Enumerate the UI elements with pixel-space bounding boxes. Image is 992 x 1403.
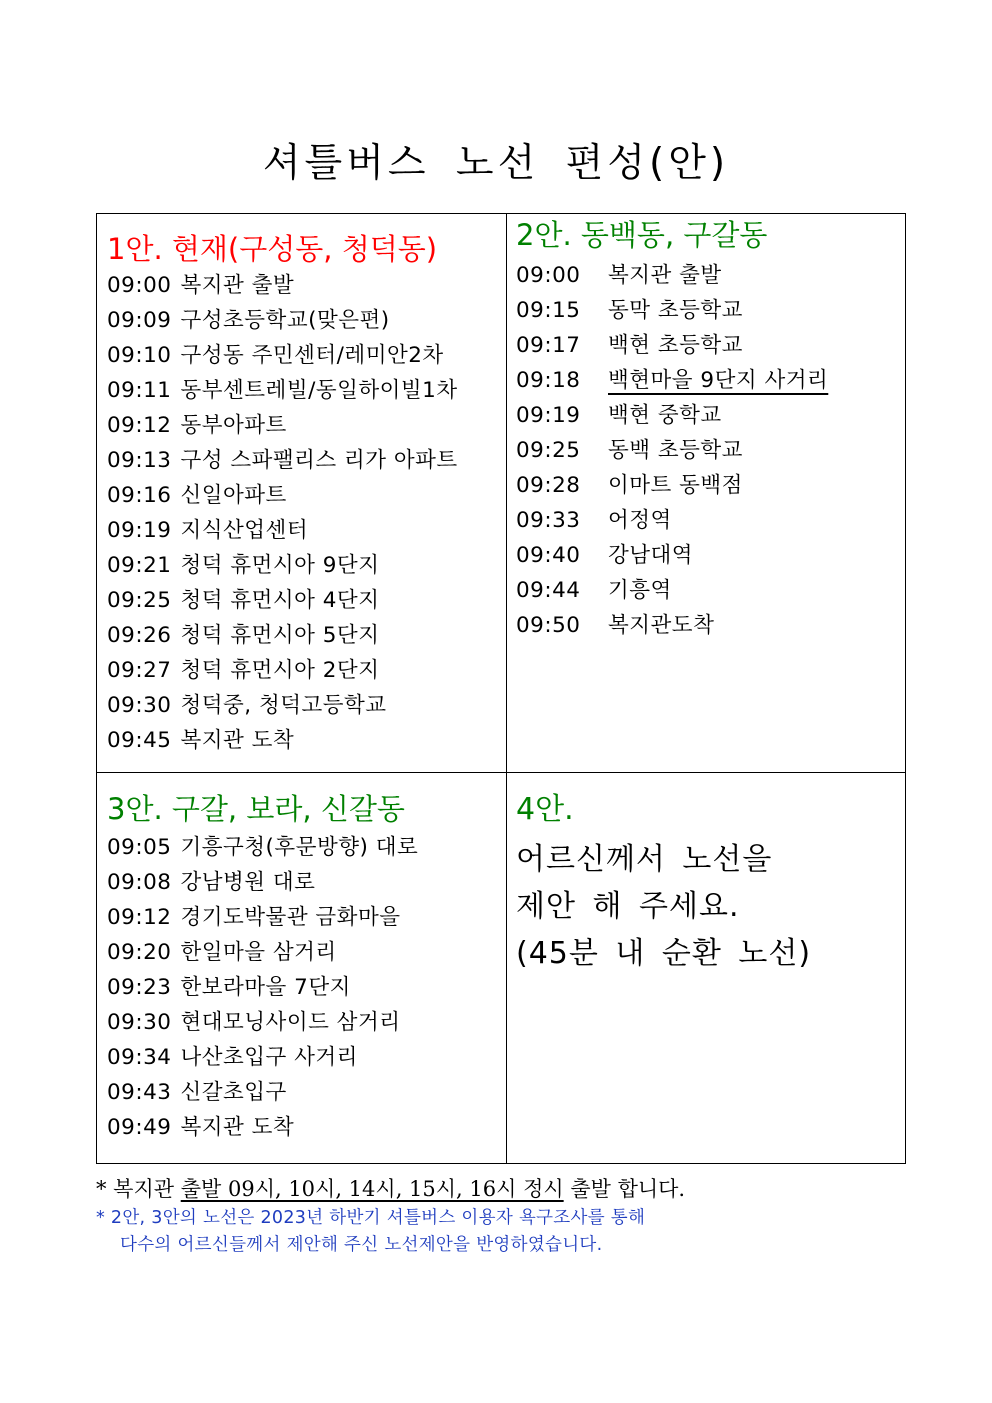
stop-time: 09:28 xyxy=(516,473,581,498)
stop-time: 09:45 xyxy=(107,728,172,753)
stop-item xyxy=(107,865,505,900)
stop-time: 09:00 xyxy=(516,263,581,288)
plan-1-stop-list xyxy=(107,268,505,758)
stop-time: 09:17 xyxy=(516,333,581,358)
route-table xyxy=(96,213,906,1164)
stop-name: 청덕 휴먼시아 9단지 xyxy=(180,553,380,578)
stop-name: 백현마을 9단지 사거리 xyxy=(608,368,829,393)
stop-item xyxy=(107,373,505,408)
plan-3-cell xyxy=(107,790,505,1145)
stop-name: 어정역 xyxy=(608,508,672,533)
stop-time: 09:16 xyxy=(107,483,172,508)
table-divider-vertical xyxy=(506,214,507,1163)
plan-1-title: 1안. 현재(구성동, 청덕동) xyxy=(107,232,438,266)
stop-name: 구성초등학교(맞은편) xyxy=(180,308,390,333)
stop-item xyxy=(107,1005,505,1040)
stop-time: 09:12 xyxy=(107,413,172,438)
stop-time: 09:00 xyxy=(107,273,172,298)
plan-4-cell xyxy=(516,790,904,977)
stop-item xyxy=(107,830,505,865)
stop-name: 청덕 휴먼시아 2단지 xyxy=(180,658,380,683)
plan-2-stop-list xyxy=(516,258,904,643)
plan-1-cell xyxy=(107,230,505,758)
stop-item xyxy=(107,723,505,758)
stop-item xyxy=(107,548,505,583)
stop-name: 복지관 출발 xyxy=(180,273,295,298)
stop-name: 복지관 도착 xyxy=(180,1115,295,1140)
departure-note-prefix: * 복지관 xyxy=(96,1177,181,1201)
stop-name: 신일아파트 xyxy=(180,483,287,508)
stop-time: 09:15 xyxy=(516,298,581,323)
stop-time: 09:40 xyxy=(516,543,581,568)
plan-4-line: (45분 내 순환 노선) xyxy=(516,936,812,971)
stop-item xyxy=(107,1110,505,1145)
stop-item xyxy=(516,293,904,328)
stop-time: 09:34 xyxy=(107,1045,172,1070)
departure-note xyxy=(96,1174,956,1205)
stop-item xyxy=(516,398,904,433)
stop-time: 09:30 xyxy=(107,1010,172,1035)
survey-note-line-1: * 2안, 3안의 노선은 2023년 하반기 셔틀버스 이용자 욕구조사를 통해 xyxy=(96,1208,646,1228)
stop-name: 청덕 휴먼시아 4단지 xyxy=(180,588,380,613)
stop-time: 09:23 xyxy=(107,975,172,1000)
page-title: 셔틀버스 노선 편성(안) xyxy=(262,141,730,186)
stop-time: 09:49 xyxy=(107,1115,172,1140)
departure-times: 출발 09시, 10시, 14시, 15시, 16시 정시 xyxy=(180,1177,564,1201)
stop-item xyxy=(107,688,505,723)
stop-item xyxy=(107,900,505,935)
footnotes xyxy=(96,1174,956,1259)
plan-2-cell xyxy=(516,216,904,643)
stop-item xyxy=(107,303,505,338)
stop-name: 신갈초입구 xyxy=(180,1080,287,1105)
stop-time: 09:21 xyxy=(107,553,172,578)
stop-name: 이마트 동백점 xyxy=(608,473,743,498)
stop-item xyxy=(107,935,505,970)
stop-item xyxy=(107,583,505,618)
stop-time: 09:26 xyxy=(107,623,172,648)
plan-3-title: 3안. 구갈, 보라, 신갈동 xyxy=(107,792,405,826)
stop-name: 복지관 출발 xyxy=(608,263,722,288)
stop-name: 백현 초등학교 xyxy=(608,333,743,358)
stop-time: 09:20 xyxy=(107,940,172,965)
stop-item xyxy=(516,608,904,643)
stop-item xyxy=(107,1040,505,1075)
stop-time: 09:10 xyxy=(107,343,172,368)
plan-4-title: 4안. xyxy=(516,792,574,827)
stop-name: 나산초입구 사거리 xyxy=(180,1045,358,1070)
stop-time: 09:18 xyxy=(516,368,581,393)
stop-item xyxy=(516,328,904,363)
plan-4-line: 어르신께서 노선을 xyxy=(516,842,773,877)
stop-time: 09:50 xyxy=(516,613,581,638)
stop-name: 지식산업센터 xyxy=(180,518,309,543)
stop-name: 백현 중학교 xyxy=(608,403,722,428)
stop-item xyxy=(107,513,505,548)
stop-time: 09:13 xyxy=(107,448,172,473)
stop-time: 09:11 xyxy=(107,378,172,403)
stop-time: 09:09 xyxy=(107,308,172,333)
stop-item xyxy=(107,970,505,1005)
stop-item xyxy=(516,258,904,293)
stop-time: 09:30 xyxy=(107,693,172,718)
stop-name: 현대모닝사이드 삼거리 xyxy=(180,1010,401,1035)
stop-name: 복지관도착 xyxy=(608,613,715,638)
stop-name: 강남병원 대로 xyxy=(180,870,316,895)
plan-3-stop-list xyxy=(107,830,505,1145)
stop-name: 경기도박물관 금화마을 xyxy=(180,905,401,930)
stop-time: 09:27 xyxy=(107,658,172,683)
stop-time: 09:12 xyxy=(107,905,172,930)
stop-item xyxy=(107,653,505,688)
stop-time: 09:08 xyxy=(107,870,172,895)
stop-item xyxy=(107,338,505,373)
stop-item xyxy=(516,503,904,538)
stop-name: 구성 스파팰리스 리가 아파트 xyxy=(180,448,458,473)
stop-item xyxy=(107,408,505,443)
stop-time: 09:19 xyxy=(107,518,172,543)
stop-time: 09:05 xyxy=(107,835,172,860)
stop-name: 동백 초등학교 xyxy=(608,438,743,463)
stop-item xyxy=(516,468,904,503)
stop-name: 강남대역 xyxy=(608,543,694,568)
stop-item xyxy=(516,573,904,608)
stop-name: 기흥역 xyxy=(608,578,672,603)
stop-name: 청덕 휴먼시아 5단지 xyxy=(180,623,380,648)
stop-time: 09:25 xyxy=(107,588,172,613)
stop-time: 09:33 xyxy=(516,508,581,533)
stop-item xyxy=(516,363,904,398)
plan-2-title: 2안. 동백동, 구갈동 xyxy=(516,218,768,252)
stop-name: 동막 초등학교 xyxy=(608,298,743,323)
stop-item xyxy=(107,268,505,303)
stop-name: 구성동 주민센터/레미안2차 xyxy=(180,343,444,368)
plan-4-line: 제안 해 주세요. xyxy=(516,889,740,924)
stop-time: 09:25 xyxy=(516,438,581,463)
departure-note-suffix: 출발 합니다. xyxy=(563,1177,686,1201)
stop-item xyxy=(107,478,505,513)
stop-item xyxy=(516,538,904,573)
stop-name: 한일마을 삼거리 xyxy=(180,940,337,965)
stop-time: 09:44 xyxy=(516,578,581,603)
table-divider-horizontal xyxy=(97,772,905,773)
stop-name: 청덕중, 청덕고등학교 xyxy=(180,693,387,718)
stop-item xyxy=(516,433,904,468)
stop-item xyxy=(107,1075,505,1110)
stop-name: 복지관 도착 xyxy=(180,728,295,753)
stop-time: 09:19 xyxy=(516,403,581,428)
survey-note-line-2: 다수의 어르신들께서 제안해 주신 노선제안을 반영하였습니다. xyxy=(120,1235,603,1255)
stop-name: 동부센트레빌/동일하이빌1차 xyxy=(180,378,458,403)
stop-item xyxy=(107,618,505,653)
stop-name: 한보라마을 7단지 xyxy=(180,975,351,1000)
stop-item xyxy=(107,443,505,478)
stop-time: 09:43 xyxy=(107,1080,172,1105)
stop-name: 기흥구청(후문방향) 대로 xyxy=(180,835,419,860)
stop-name: 동부아파트 xyxy=(180,413,287,438)
